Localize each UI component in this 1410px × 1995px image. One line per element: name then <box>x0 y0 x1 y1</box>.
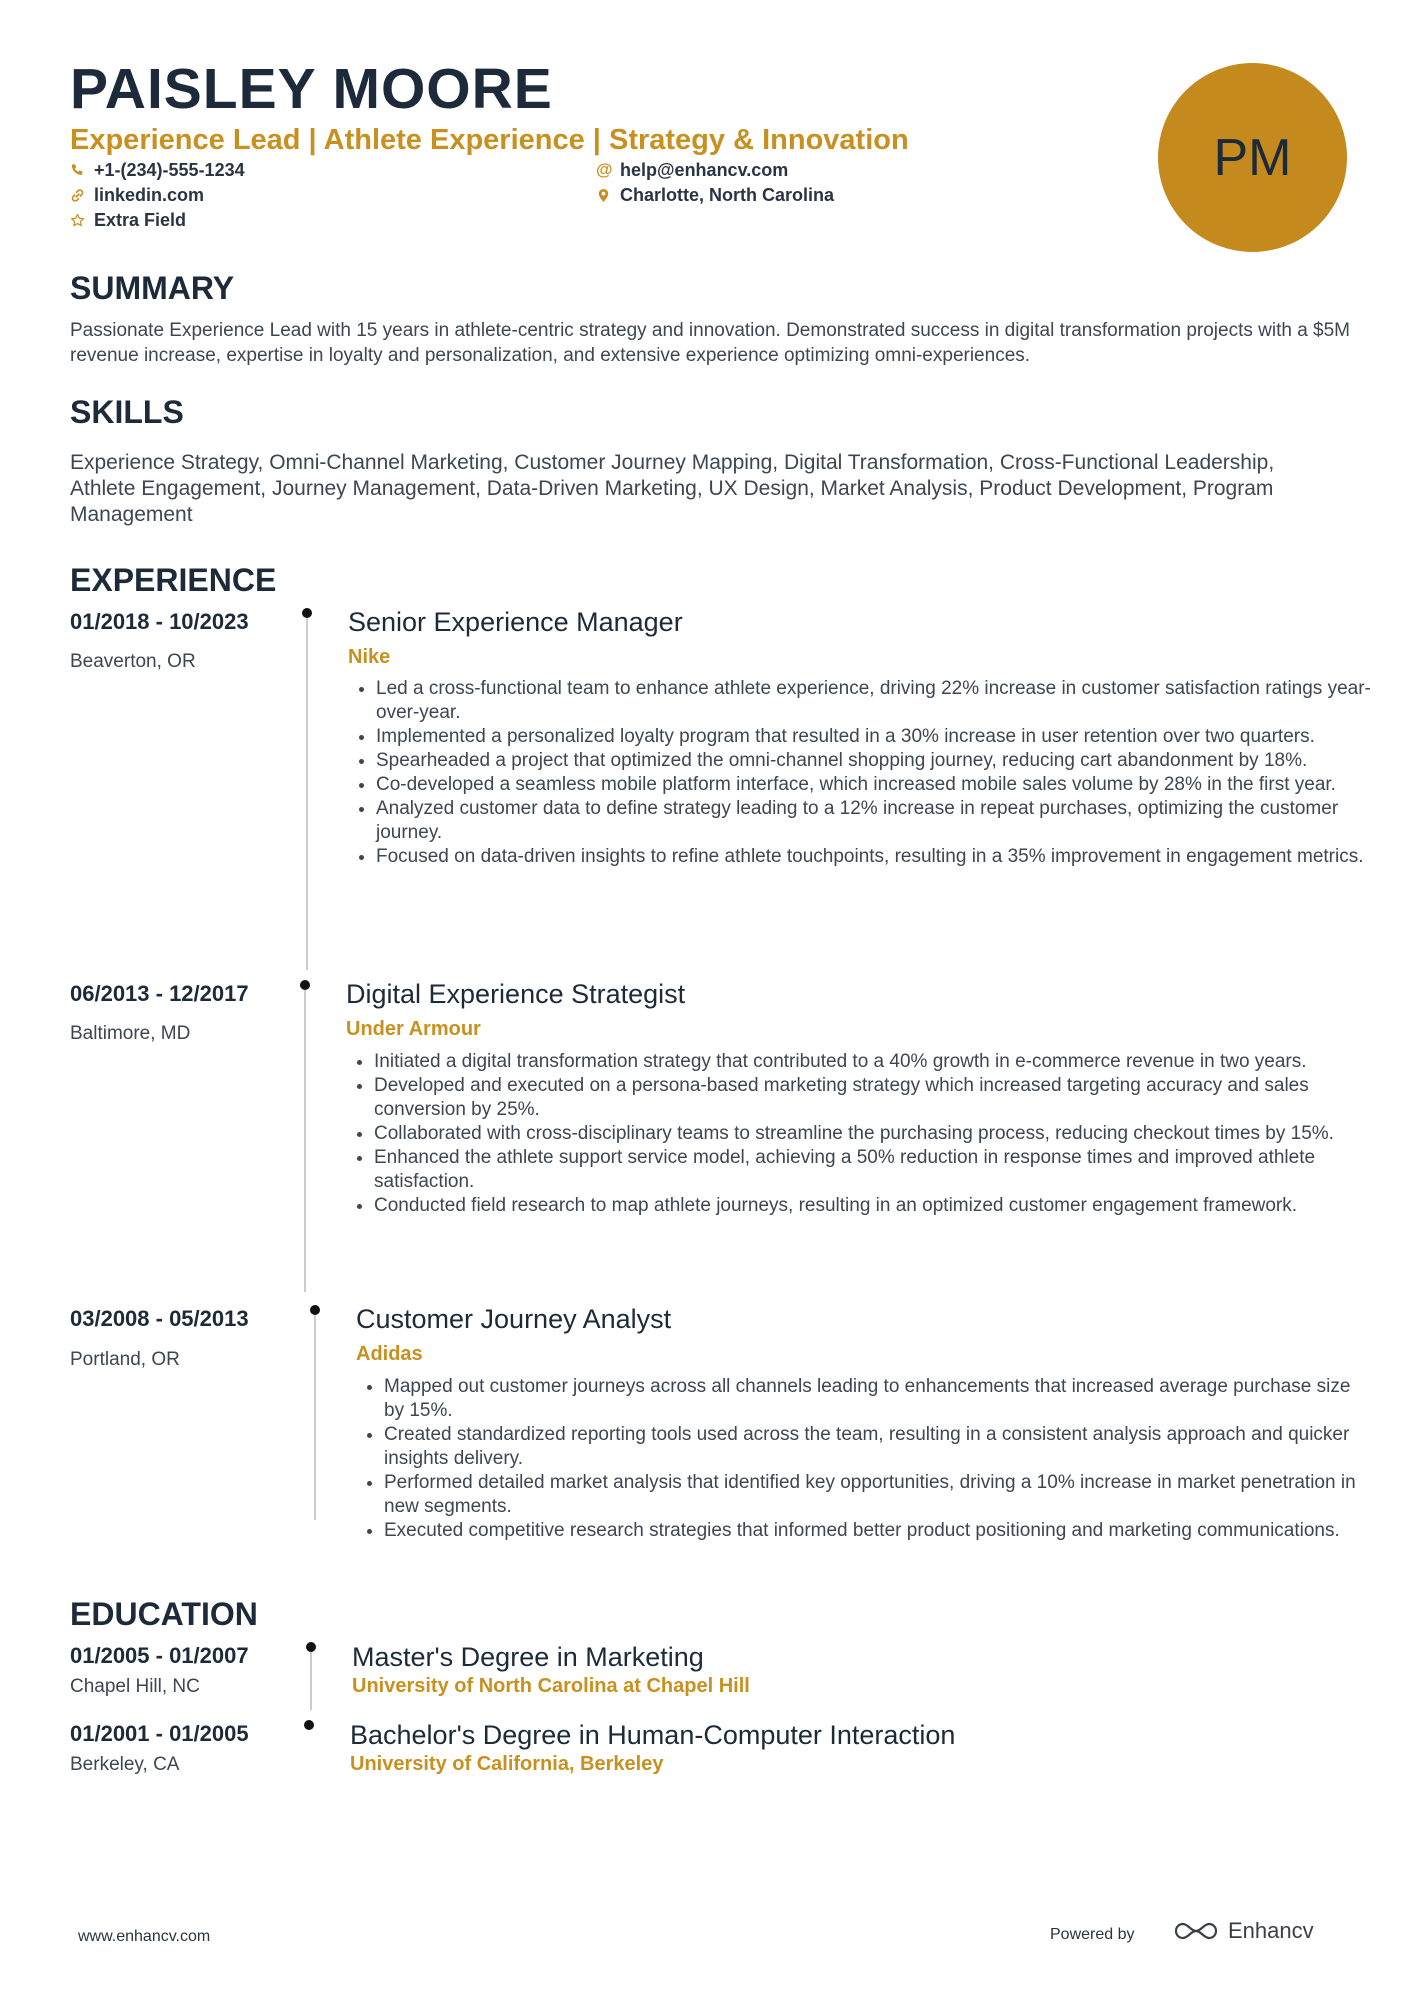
education-degree: Bachelor's Degree in Human-Computer Interaction <box>350 1720 956 1750</box>
list-item: • Performed detailed market analysis that identified key opportunities, driving a 10% increase in market penetration in new segments. <box>384 1471 1374 1519</box>
list-item: • Enhanced the athlete support service model, achieving a 50% reduction in response times and improved athlete satisfaction. <box>374 1146 1372 1194</box>
phone-text[interactable]: +1-(234)-555-1234 <box>94 160 245 180</box>
timeline-line <box>314 1315 316 1520</box>
education-dates: 01/2005 - 01/2007 <box>70 1643 249 1668</box>
footer-website-link[interactable]: www.enhancv.com <box>78 1928 211 1945</box>
list-item: • Spearheaded a project that optimized the omni-channel shopping journey, reducing cart abandonment by 18%. <box>376 749 1372 773</box>
headline: Experience Lead | Athlete Experience | Strategy & Innovation <box>70 124 909 156</box>
link-icon <box>70 188 92 203</box>
skills-text: Experience Strategy, Omni-Channel Marketing, Customer Journey Mapping, Digital Transformation, Cross-Functional Leadership, Athlete Engagement, Journey Management, Data-Driven Marketing, UX Design, Market Analysis, Product Development, Program Management <box>70 451 1275 526</box>
location-pin-icon <box>596 188 618 203</box>
summary-heading: SUMMARY <box>70 270 235 306</box>
extra-field-text: Extra Field <box>94 210 187 230</box>
list-item: • Conducted field research to map athlete journeys, resulting in an optimized customer engagement framework. <box>374 1194 1372 1218</box>
timeline-line <box>310 1652 312 1710</box>
job-bullets <box>348 1050 1372 1218</box>
timeline-line <box>304 990 306 1292</box>
skills-heading: SKILLS <box>70 394 184 430</box>
list-item: • Led a cross-functional team to enhance athlete experience, driving 22% increase in customer satisfaction ratings year-over-year. <box>376 677 1372 725</box>
job-company: Under Armour <box>346 1018 481 1040</box>
timeline-dot <box>306 1642 316 1652</box>
list-item: • Developed and executed on a persona-based marketing strategy which increased targeting accuracy and sales conversion by 25%. <box>374 1074 1372 1122</box>
list-item: • Mapped out customer journeys across all channels leading to enhancements that increased average purchase size by 15%. <box>384 1375 1374 1423</box>
summary-text: Passionate Experience Lead with 15 years in athlete-centric strategy and innovation. Demonstrated success in digital transformation projects with a $5M revenue increase, expertise in loyalty and personalization, and extensive experience optimizing omni-experiences. <box>70 320 1351 366</box>
footer-powered-by: Powered by <box>1050 1926 1135 1943</box>
job-bullets <box>358 1375 1374 1543</box>
contact-linkedin <box>70 183 204 207</box>
list-item: • Initiated a digital transformation strategy that contributed to a 40% growth in e-commerce revenue in two years. <box>374 1050 1372 1074</box>
list-item: • Co-developed a seamless mobile platform interface, which increased mobile sales volume by 28% in the first year. <box>376 773 1372 797</box>
location-text: Charlotte, North Carolina <box>620 185 835 205</box>
brand-name: Enhancv <box>1228 1918 1314 1943</box>
education-school: University of North Carolina at Chapel Hill <box>352 1675 750 1697</box>
enhancv-logo-icon <box>1172 1919 1220 1943</box>
candidate-name: PAISLEY MOORE <box>70 57 553 121</box>
experience-heading: EXPERIENCE <box>70 562 277 598</box>
at-icon: @ <box>596 160 613 179</box>
email-text[interactable]: help@enhancv.com <box>620 160 789 180</box>
timeline-line <box>306 618 308 970</box>
avatar-initials: PM <box>1213 128 1292 187</box>
job-role: Customer Journey Analyst <box>356 1304 672 1334</box>
linkedin-text[interactable]: linkedin.com <box>94 185 205 205</box>
list-item: • Executed competitive research strategies that informed better product positioning and marketing communications. <box>384 1519 1374 1543</box>
avatar <box>1158 63 1347 252</box>
contact-email <box>596 158 788 182</box>
job-location: Beaverton, OR <box>70 651 196 672</box>
phone-icon <box>70 163 92 178</box>
job-dates: 03/2008 - 05/2013 <box>70 1306 249 1331</box>
timeline-dot <box>310 1305 320 1315</box>
education-dates: 01/2001 - 01/2005 <box>70 1721 249 1746</box>
list-item: • Collaborated with cross-disciplinary teams to streamline the purchasing process, reducing checkout times by 15%. <box>374 1122 1372 1146</box>
timeline-dot <box>300 980 310 990</box>
timeline-dot <box>304 1720 314 1730</box>
education-school: University of California, Berkeley <box>350 1753 664 1775</box>
star-icon <box>70 213 92 228</box>
education-heading: EDUCATION <box>70 1596 258 1632</box>
job-location: Portland, OR <box>70 1349 180 1370</box>
education-location: Chapel Hill, NC <box>70 1676 200 1697</box>
list-item: • Analyzed customer data to define strategy leading to a 12% increase in repeat purchases, optimizing the customer journey. <box>376 797 1372 845</box>
education-degree: Master's Degree in Marketing <box>352 1642 704 1672</box>
footer-brand[interactable] <box>1172 1918 1314 1944</box>
timeline-dot <box>302 608 312 618</box>
list-item: • Created standardized reporting tools used across the team, resulting in a consistent analysis approach and quicker insights delivery. <box>384 1423 1374 1471</box>
education-location: Berkeley, CA <box>70 1754 180 1775</box>
job-role: Digital Experience Strategist <box>346 979 686 1009</box>
job-company: Nike <box>348 646 391 668</box>
job-dates: 06/2013 - 12/2017 <box>70 981 249 1006</box>
job-role: Senior Experience Manager <box>348 607 683 637</box>
job-company: Adidas <box>356 1343 423 1365</box>
job-bullets <box>350 677 1372 869</box>
list-item: • Implemented a personalized loyalty program that resulted in a 30% increase in user retention over two quarters. <box>376 725 1372 749</box>
job-dates: 01/2018 - 10/2023 <box>70 609 249 634</box>
contact-location <box>596 183 834 207</box>
contact-extra <box>70 208 186 232</box>
contact-phone <box>70 158 245 182</box>
list-item: • Focused on data-driven insights to refine athlete touchpoints, resulting in a 35% improvement in engagement metrics. <box>376 845 1372 869</box>
job-location: Baltimore, MD <box>70 1023 191 1044</box>
